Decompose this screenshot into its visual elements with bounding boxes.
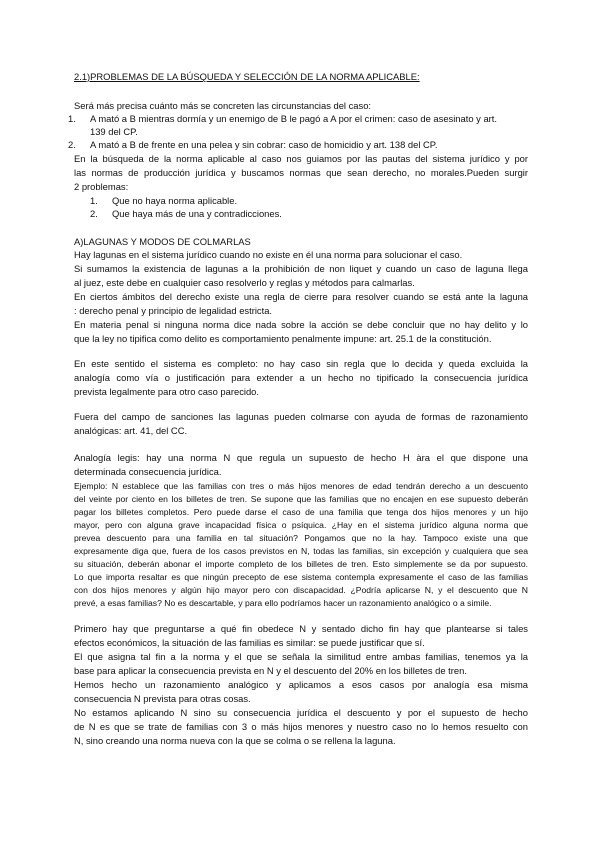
paragraph-line: En ciertos ámbitos del derecho existe una regla de cierre para resolver cuando se está ante la laguna	[74, 291, 528, 302]
case-item-1	[68, 113, 522, 125]
paragraph-line: analogía como vía o justificación para extender a un hecho no tipificado la consecuencia jurídica	[74, 372, 528, 383]
case-number: 2.	[68, 139, 76, 150]
case-text: A mató a B mientras dormía y un enemigo de B le pagó a A por el crimen: caso de asesinato y art.	[90, 113, 497, 124]
paragraph-line: Hay lagunas en el sistema jurídico cuando no existe en él una norma para solucionar el caso.	[74, 249, 463, 260]
example-line: su situación, deberán abonar el importe completo de los billetes de tren. Esto simplemente se da por supuesto.	[74, 559, 528, 569]
case-item-1-cont: 139 del CP.	[90, 126, 138, 137]
problem-text: Que no haya norma aplicable.	[112, 195, 238, 206]
example-line: con dos hijos menores y algún hijo mayor pero con discapacidad. ¿Podría aplicarse N, y el descuento que N	[74, 585, 528, 595]
paragraph-line: determinada consecuencia jurídica.	[74, 466, 222, 477]
paragraph-line: que la ley no tipifica como delito es comportamiento penalmente impune: art. 25.1 de la constitución.	[74, 333, 492, 344]
example-line: Ejemplo: N establece que las familias con tres o más hijos menores de edad tendrán derecho a un descuento	[74, 481, 528, 491]
paragraph-line: Analogía legis: hay una norma N que regula un supuesto de hecho H àra el que dispone una	[74, 452, 528, 463]
paragraph-line: analógicas: art. 41, del CC.	[74, 425, 188, 436]
paragraph-line: Hemos hecho un razonamiento analógico y aplicamos a esos casos por analogía esa misma	[74, 679, 528, 690]
case-item-2	[68, 139, 522, 151]
paragraph-line: En este sentido el sistema es completo: no hay caso sin regla que lo decida y queda excluida la	[74, 358, 528, 369]
paragraph-line: las normas de producción jurídica y buscamos normas que sean derecho, no morales.Pueden surgir	[74, 167, 528, 178]
example-line: expresamente diga que, fuera de los casos previstos en N, todas las familias, sin excepción y cualquiera que sea	[74, 546, 528, 556]
intro-line: Será más precisa cuánto más se concreten las circunstancias del caso:	[74, 100, 372, 111]
example-line: del veinte por ciento en los billetes de tren. Se supone que las familias que no encajen en ese supuesto deberán	[74, 494, 528, 504]
problem-text: Que haya más de una y contradicciones.	[112, 208, 282, 219]
paragraph-line: : derecho penal y principio de legalidad estricta.	[74, 305, 273, 316]
paragraph-line: Fuera del campo de sanciones las lagunas pueden colmarse con ayuda de formas de razonamiento	[74, 411, 528, 422]
paragraph-line: N, sino creando una norma nueva con la que se colma o se rellena la laguna.	[74, 735, 396, 746]
paragraph-line: No estamos aplicando N sino su consecuencia jurídica el descuento y por el supuesto de hecho	[74, 707, 528, 718]
problem-number: 2.	[90, 208, 98, 219]
example-line: prevea descuento para una familia en tal situación? Pongamos que no la hay. Tampoco existe una que	[74, 533, 528, 543]
subsection-heading: A)LAGUNAS Y MODOS DE COLMARLAS	[74, 236, 251, 247]
example-line: Lo que importa resaltar es que ningún precepto de ese sistema contempla expresamente el caso de las familias	[74, 572, 528, 582]
paragraph-line: prevista legalmente para otro caso parecido.	[74, 386, 260, 397]
problem-number: 1.	[90, 195, 98, 206]
case-number: 1.	[68, 113, 76, 124]
paragraph-line: consecuencia N prevista para otras cosas.	[74, 693, 251, 704]
paragraph-line: efectos económicos, la situación de las familias es similar: se puede justificar que sí.	[74, 637, 425, 648]
paragraph-line: base para aplicar la consecuencia prevista en N y el descuento del 20% en los billetes de tren.	[74, 665, 467, 676]
problem-item-1	[90, 195, 544, 207]
example-line: pagar los billetes completos. Pero puede darse el caso de una familia que tenga dos hijos menores y un hijo	[74, 507, 528, 517]
paragraph-line: Primero hay que preguntarse a qué fin obedece N y sentado dicho fin hay que plantearse si tales	[74, 623, 528, 634]
paragraph-line: Si sumamos la existencia de lagunas a la prohibición de non liquet y cuando un caso de laguna llega	[74, 263, 528, 274]
paragraph-line: En materia penal si ninguna norma dice nada sobre la acción se debe concluir que no hay delito y lo	[74, 319, 528, 330]
paragraph-line: 2 problemas:	[74, 181, 129, 192]
example-line: mayor, pero con alguna grave incapacidad física o psíquica. ¿Hay en el sistema jurídico alguna norma que	[74, 520, 528, 530]
paragraph-line: El que asigna tal fin a la norma y el que se señala la similitud entre ambas familias, tenemos ya la	[74, 651, 528, 662]
problem-item-2	[90, 208, 544, 220]
paragraph-line: de N es que se trate de familias con 3 o más hijos menores y nuestro caso no lo hemos resuelto con	[74, 721, 528, 732]
paragraph-line: En la búsqueda de la norma aplicable al caso nos guiamos por las pautas del sistema jurídico y por	[74, 153, 528, 164]
paragraph-line: al juez, este debe en cualquier caso resolverlo y reglas y métodos para calmarlas.	[74, 277, 415, 288]
case-text: A mató a B de frente en una pelea y sin cobrar: caso de homicidio y art. 138 del CP.	[90, 139, 438, 150]
example-line: prevé, a esas familias? No es descartable, y para ello podríamos hacer un razonamiento analógico o a simile.	[74, 598, 492, 608]
section-heading: 2.1)PROBLEMAS DE LA BÚSQUEDA Y SELECCIÓN DE LA NORMA APLICABLE:	[74, 71, 420, 82]
